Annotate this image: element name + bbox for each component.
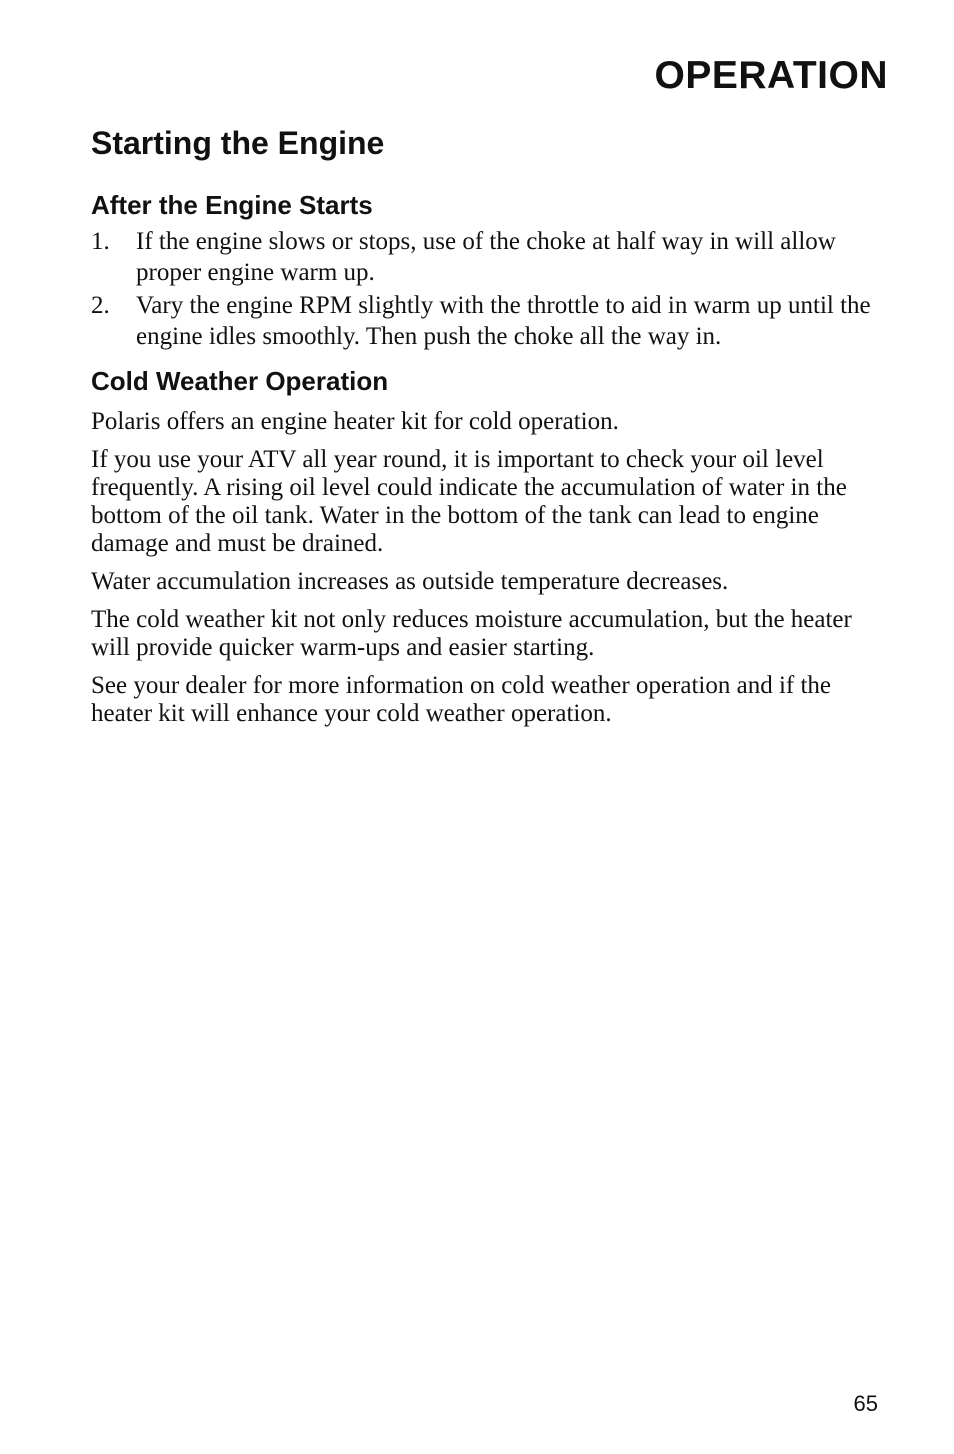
paragraph: Polaris offers an engine heater kit for cold operation. bbox=[91, 408, 619, 435]
paragraph: The cold weather kit not only reduces moisture accumulation, but the heater will provide quicker warm-ups and easier starting. bbox=[91, 606, 852, 661]
subsection-title-cold-weather: Cold Weather Operation bbox=[91, 366, 389, 396]
after-start-steps-list bbox=[91, 226, 891, 352]
subsection-title-after-start: After the Engine Starts bbox=[91, 190, 373, 220]
step-number: 2. bbox=[91, 292, 110, 319]
step-text: Vary the engine RPM slightly with the throttle to aid in warm up until the engine idles smoothly. Then push the choke all the way in. bbox=[136, 292, 871, 350]
paragraph: If you use your ATV all year round, it is important to check your oil level frequently. A rising oil level could indicate the accumulation of water in the bottom of the oil tank. Water in the bottom of the tank can lead to engine damage and must be drained. bbox=[91, 446, 847, 557]
paragraph: See your dealer for more information on cold weather operation and if the heater kit will enhance your cold weather operation. bbox=[91, 672, 832, 727]
step-number: 1. bbox=[91, 228, 110, 255]
step-text: If the engine slows or stops, use of the choke at half way in will allow proper engine warm up. bbox=[136, 228, 836, 286]
chapter-title: OPERATION bbox=[654, 54, 888, 97]
paragraph: Water accumulation increases as outside temperature decreases. bbox=[91, 568, 729, 595]
page-content bbox=[91, 124, 891, 738]
list-item bbox=[91, 290, 891, 352]
list-item bbox=[91, 226, 891, 288]
section-title: Starting the Engine bbox=[91, 125, 385, 161]
page-number: 65 bbox=[853, 1391, 878, 1416]
